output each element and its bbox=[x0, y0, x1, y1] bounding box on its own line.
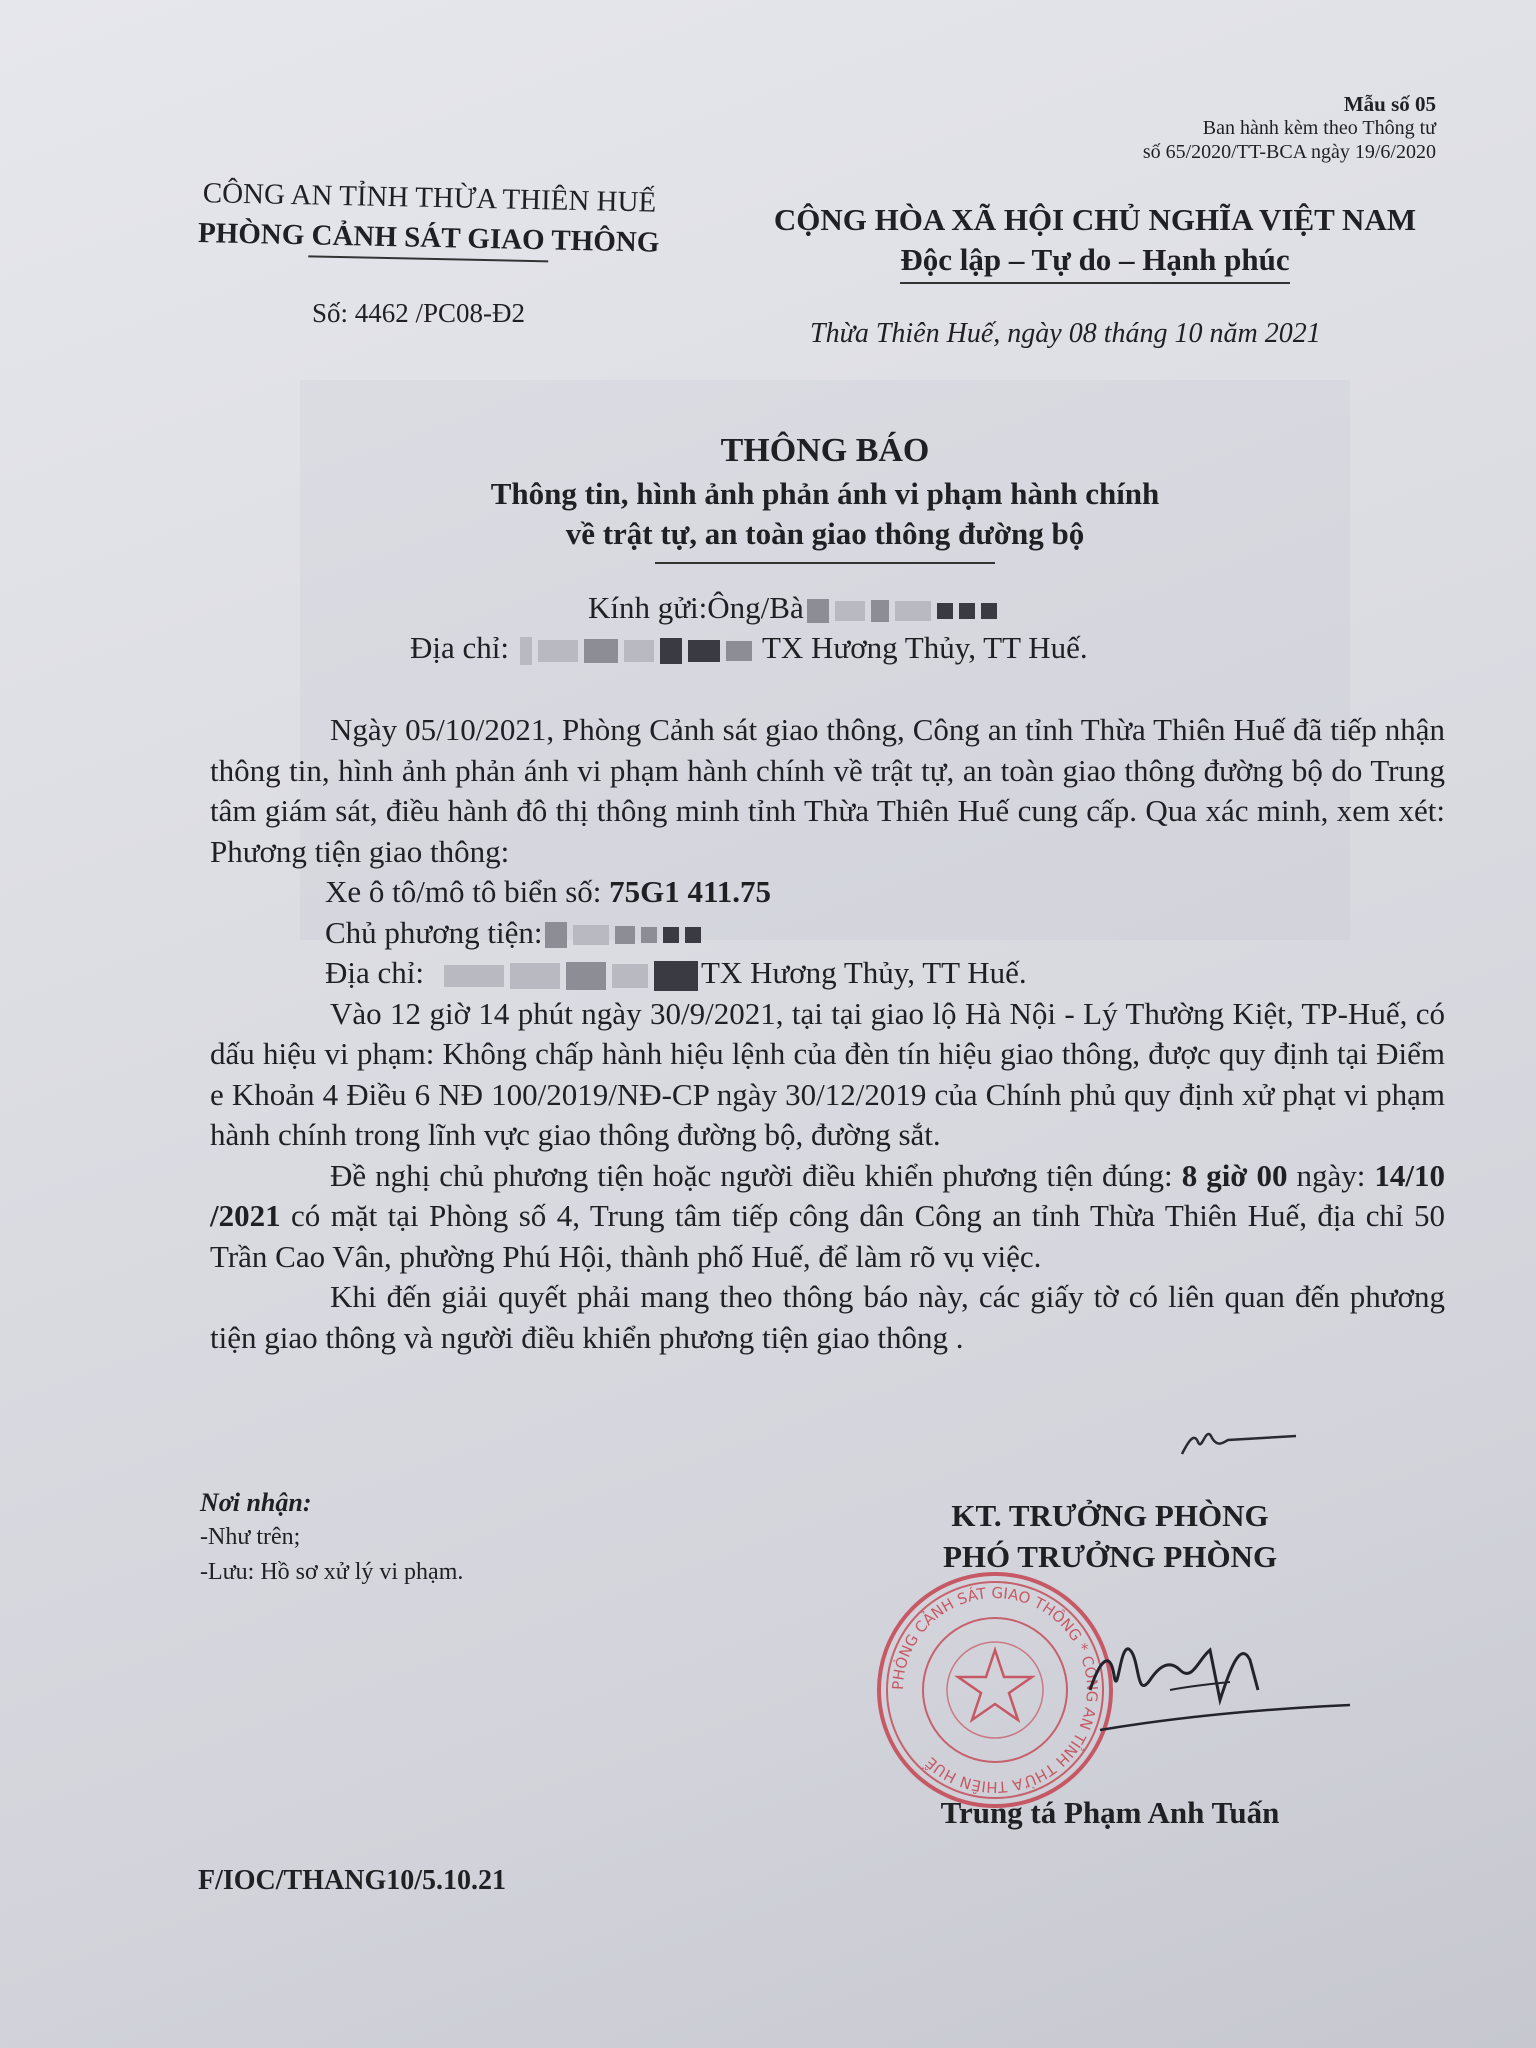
date-line: Thừa Thiên Huế, ngày 08 tháng 10 năm 2021 bbox=[810, 318, 1321, 349]
initial-mark-icon bbox=[1178, 1412, 1298, 1472]
redaction-block bbox=[807, 599, 829, 623]
receivers-heading: Nơi nhận: bbox=[200, 1488, 312, 1517]
signer-title-2: PHÓ TRƯỞNG PHÒNG bbox=[942, 1539, 1278, 1574]
agency-department: PHÒNG CẢNH SÁT GIAO THÔNG bbox=[197, 217, 660, 259]
owner-address-label: Địa chỉ: bbox=[325, 955, 424, 990]
redaction-block bbox=[871, 600, 889, 622]
recipient-label: Kính gửi:Ông/Bà bbox=[588, 590, 804, 625]
title-underline bbox=[655, 562, 995, 564]
vehicle-label: Xe ô tô/mô tô biển số: bbox=[325, 874, 610, 909]
owner-label: Chủ phương tiện: bbox=[325, 914, 543, 950]
form-code-title: Mẫu số 05 bbox=[1343, 92, 1436, 116]
notice-subtitle-2: về trật tự, an toàn giao thông đường bộ bbox=[565, 516, 1085, 551]
notice-body bbox=[210, 710, 1445, 1358]
address-label: Địa chỉ: bbox=[410, 630, 509, 665]
recipient-address-line bbox=[410, 630, 1088, 666]
redaction-block bbox=[584, 639, 618, 663]
receiver-item-1: -Như trên; bbox=[200, 1524, 301, 1550]
redaction-block bbox=[545, 922, 567, 948]
national-header bbox=[700, 200, 1490, 284]
redaction-block bbox=[510, 963, 560, 989]
form-code-line2: số 65/2020/TT-BCA ngày 19/6/2020 bbox=[1142, 141, 1436, 163]
redaction-block bbox=[566, 962, 606, 990]
owner-address-line bbox=[210, 953, 1445, 994]
redaction-block bbox=[654, 961, 698, 991]
license-plate: 75G1 411.75 bbox=[609, 874, 772, 909]
redaction-block bbox=[573, 925, 609, 945]
redaction-block bbox=[641, 927, 657, 943]
redaction-block bbox=[835, 601, 865, 621]
redaction-block bbox=[444, 965, 504, 987]
seal-text: PHÒNG CẢNH SÁT GIAO THÔNG * CÔNG AN TỈNH THỪA THIÊN HUẾ bbox=[888, 1583, 1102, 1797]
redaction-block bbox=[685, 927, 701, 943]
redaction-block bbox=[937, 603, 953, 619]
owner-line bbox=[210, 913, 1445, 954]
redaction-block bbox=[624, 640, 654, 662]
address-tail: TX Hương Thủy, TT Huế. bbox=[761, 630, 1088, 665]
form-code-block bbox=[1036, 92, 1436, 164]
notice-title-block bbox=[300, 428, 1350, 564]
signer-title-1: KT. TRƯỞNG PHÒNG bbox=[951, 1498, 1269, 1533]
signer-name: Trung tá Phạm Anh Tuấn bbox=[940, 1795, 1280, 1830]
vehicle-plate-line bbox=[210, 872, 1445, 913]
request-text-c: có mặt tại Phòng số 4, Trung tâm tiếp công dân Công an tỉnh Thừa Thiên Huế, địa chỉ 50 Trần Cao Vân, phường Phú Hội, thành phố Huế, để làm rõ vụ việc. bbox=[210, 1198, 1445, 1274]
owner-address-tail: TX Hương Thủy, TT Huế. bbox=[701, 955, 1027, 990]
receiver-item-2: -Lưu: Hồ sơ xử lý vi phạm. bbox=[200, 1559, 464, 1585]
reference-code: F/IOC/THANG10/5.10.21 bbox=[198, 1865, 507, 1896]
redaction-block bbox=[520, 637, 532, 665]
redaction-block bbox=[663, 927, 679, 943]
redaction-block bbox=[981, 603, 997, 619]
receivers-block bbox=[200, 1485, 463, 1590]
paragraph-instructions: Khi đến giải quyết phải mang theo thông báo này, các giấy tờ có liên quan đến phương tiện giao thông và người điều khiển phương tiện giao thông . bbox=[210, 1279, 1445, 1355]
document-number: Số: 4462 /PC08-Đ2 bbox=[312, 298, 526, 328]
nation-motto: Độc lập – Tự do – Hạnh phúc bbox=[900, 240, 1289, 284]
issuing-agency bbox=[148, 172, 710, 266]
redaction-block bbox=[895, 601, 931, 621]
redaction-block bbox=[688, 640, 720, 662]
paragraph-request bbox=[210, 1156, 1445, 1278]
redaction-block bbox=[959, 603, 975, 619]
redaction-block bbox=[660, 638, 682, 664]
agency-parent: CÔNG AN TỈNH THỪA THIÊN HUẾ bbox=[202, 177, 657, 219]
redaction-block bbox=[615, 926, 635, 944]
redaction-block bbox=[538, 640, 578, 662]
redaction-block bbox=[612, 964, 648, 988]
nation-name: CỘNG HÒA XÃ HỘI CHỦ NGHĨA VIỆT NAM bbox=[773, 202, 1417, 237]
handwritten-signature-icon bbox=[1080, 1620, 1360, 1750]
appointment-date: 14/10 /2021 bbox=[210, 1157, 1446, 1233]
paragraph-violation: Vào 12 giờ 14 phút ngày 30/9/2021, tại tại giao lộ Hà Nội - Lý Thường Kiệt, TP-Huế, có dấu hiệu vi phạm: Không chấp hành hiệu lệnh của đèn tín hiệu giao thông, được quy định tại Điểm e Khoản 4 Điều 6 NĐ 100/2019/NĐ-CP ngày 30/12/2019 của Chính phủ quy định xử phạt vi phạm hành chính trong lĩnh vực giao thông đường bộ, đường sắt. bbox=[210, 995, 1445, 1152]
redaction-block bbox=[726, 641, 752, 661]
appointment-time: 8 giờ 00 bbox=[1181, 1157, 1288, 1193]
request-text-b: ngày: bbox=[1287, 1157, 1375, 1193]
notice-subtitle-1: Thông tin, hình ảnh phản ánh vi phạm hành chính bbox=[490, 476, 1160, 511]
request-text-a: Đề nghị chủ phương tiện hoặc người điều khiển phương tiện đúng: bbox=[330, 1157, 1182, 1193]
form-code-line1: Ban hành kèm theo Thông tư bbox=[1202, 117, 1436, 139]
recipient-line bbox=[588, 590, 1000, 626]
notice-title: THÔNG BÁO bbox=[720, 432, 930, 469]
paragraph-intro: Ngày 05/10/2021, Phòng Cảnh sát giao thông, Công an tỉnh Thừa Thiên Huế đã tiếp nhận thông tin, hình ảnh phản ánh vi phạm hành chính về trật tự, an toàn giao thông đường bộ do Trung tâm giám sát, điều hành đô thị thông minh tỉnh Thừa Thiên Huế cung cấp. Qua xác minh, xem xét: Phương tiện giao thông: bbox=[210, 712, 1445, 869]
